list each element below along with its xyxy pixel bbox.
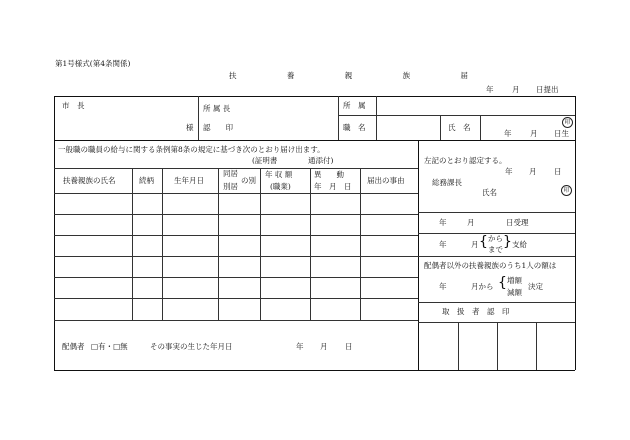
sama-label: 様	[186, 123, 194, 132]
submit-month: 月	[512, 85, 520, 94]
other-dependents-text: 配偶者以外の扶養親族のうち1人の額は	[424, 261, 557, 270]
pay-month: 月	[471, 240, 479, 249]
certify-month: 月	[529, 167, 537, 176]
received-year: 年	[439, 218, 447, 227]
col-cohabit-3: の別	[241, 176, 256, 185]
until-label: まで	[488, 245, 503, 254]
received-day: 日受理	[506, 218, 529, 227]
left-brace-icon: {	[479, 234, 488, 250]
spouse-yes-no[interactable]: □有・□無	[91, 342, 128, 351]
certificate-label: (証明書	[252, 156, 278, 165]
approval-seal-label: 認 印	[203, 123, 233, 132]
spouse-label: 配偶者	[62, 342, 85, 351]
col-relation: 続柄	[139, 176, 154, 185]
notice-text: 一般職の職員の給与に関する条例第8条の規定に基づき次のとおり届け出ます。	[58, 145, 325, 154]
pay-year: 年	[439, 240, 447, 249]
birth-month: 月	[530, 129, 538, 138]
col-income-2: (職業)	[270, 182, 291, 191]
mayor-label: 市 長	[62, 101, 85, 110]
affiliation-label: 所 属	[343, 101, 366, 110]
brace-icon: {	[498, 275, 507, 291]
form-title: 扶 養 親 族 届	[229, 71, 493, 80]
col-name: 扶養親族の氏名	[63, 176, 116, 185]
col-income-1: 年 収 額	[265, 170, 293, 179]
dept-head-label: 所 属 長	[203, 104, 231, 113]
col-change-1: 異 動	[314, 170, 344, 179]
submit-day: 日提出	[536, 85, 559, 94]
col-cohabit-2: 別居	[223, 182, 238, 191]
manager-name-label: 氏名	[482, 188, 497, 197]
birth-day: 日生	[554, 129, 569, 138]
occurrence-day: 日	[345, 342, 353, 351]
certify-day: 日	[554, 167, 562, 176]
received-month: 月	[467, 218, 475, 227]
handler-seal-label: 取 扱 者 認 印	[442, 307, 510, 316]
decision-label: 決定	[528, 282, 543, 291]
pay-label: 支給	[512, 240, 527, 249]
submit-year: 年	[486, 85, 494, 94]
col-cohabit-1: 同居	[223, 169, 238, 178]
birth-year: 年	[504, 129, 512, 138]
decrease-label: 減額	[507, 288, 522, 297]
occurrence-year: 年	[296, 342, 304, 351]
form-number: 第1号様式(第4条関係)	[55, 59, 131, 68]
seal-icon: 印	[562, 117, 573, 128]
manager-label: 総務課長	[432, 178, 462, 187]
from-label: から	[488, 234, 503, 243]
attached-label: 通添付)	[308, 156, 334, 165]
certify-text: 左記のとおり認定する。	[424, 156, 507, 165]
col-reason: 届出の事由	[367, 176, 405, 185]
col-birth: 生年月日	[174, 176, 204, 185]
job-title-label: 職 名	[343, 123, 366, 132]
increase-label: 増額	[507, 276, 522, 285]
manager-seal-icon: 印	[561, 185, 572, 196]
certify-year: 年	[505, 167, 513, 176]
right-brace-icon: }	[503, 234, 512, 250]
change-month: 月から	[471, 282, 494, 291]
occurrence-label: その事実の生じた年月日	[150, 342, 233, 351]
occurrence-month: 月	[320, 342, 328, 351]
change-year: 年	[439, 282, 447, 291]
name-label: 氏 名	[448, 123, 471, 132]
col-change-2: 年 月 日	[314, 182, 352, 191]
